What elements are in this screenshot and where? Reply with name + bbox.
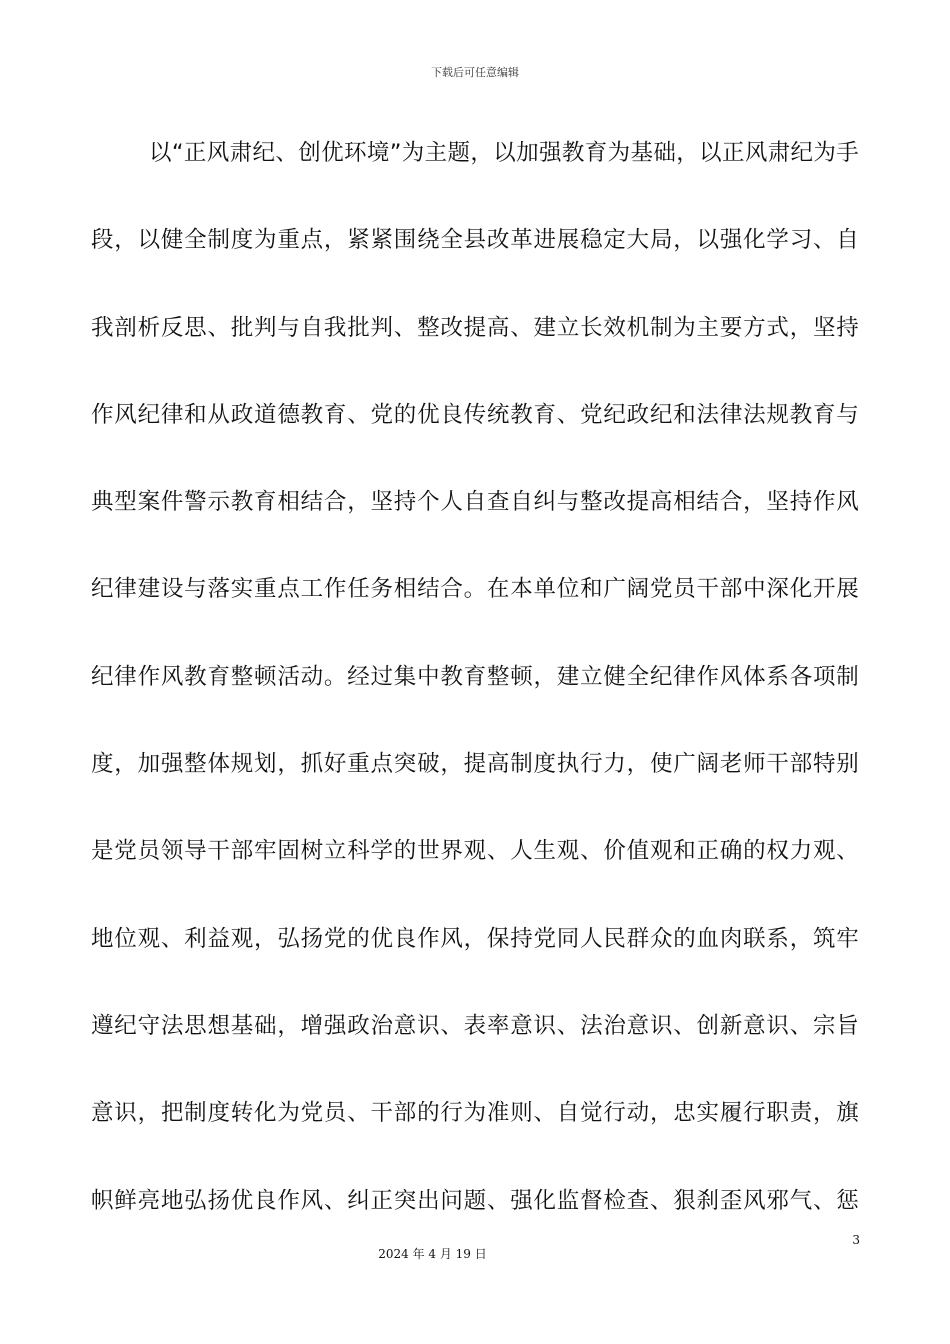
paragraph-line: 作风纪律和从政道德教育、党的优良传统教育、党纪政纪和法律法规教育与 bbox=[91, 401, 859, 428]
body-paragraph bbox=[91, 130, 859, 1265]
paragraph-line: 纪律作风教育整顿活动。经过集中教育整顿，建立健全纪律作风体系各项制 bbox=[91, 663, 859, 690]
paragraph-line: 意识，把制度转化为党员、干部的行为准则、自觉行动，忠实履行职责，旗 bbox=[91, 1100, 859, 1127]
paragraph-line: 帜鲜亮地弘扬优良作风、纠正突出问题、强化监督检查、狠刹歪风邪气、惩 bbox=[91, 1187, 859, 1214]
paragraph-line: 我剖析反思、批判与自我批判、整改提高、建立长效机制为主要方式，坚持 bbox=[91, 314, 859, 341]
paragraph-line: 段，以健全制度为重点，紧紧围绕全县改革进展稳定大局，以强化学习、自 bbox=[91, 227, 859, 254]
page-header: 下载后可任意编辑 bbox=[431, 66, 519, 79]
paragraph-line: 度，加强整体规划，抓好重点突破，提高制度执行力，使广阔老师干部特别 bbox=[91, 751, 859, 778]
paragraph-line: 地位观、利益观，弘扬党的优良作风，保持党同人民群众的血肉联系，筑牢 bbox=[91, 925, 859, 952]
paragraph-line: 以“正风肃纪、创优环境”为主题，以加强教育为基础，以正风肃纪为手 bbox=[149, 140, 859, 166]
page-number: 3 bbox=[852, 1233, 860, 1247]
paragraph-line: 典型案件警示教育相结合，坚持个人自查自纠与整改提高相结合，坚持作风 bbox=[91, 489, 859, 516]
paragraph-line: 遵纪守法思想基础，增强政治意识、表率意识、法治意识、创新意识、宗旨 bbox=[91, 1012, 859, 1039]
paragraph-line: 纪律建设与落实重点工作任务相结合。在本单位和广阔党员干部中深化开展 bbox=[91, 576, 859, 603]
paragraph-line: 是党员领导干部牢固树立科学的世界观、人生观、价值观和正确的权力观、 bbox=[91, 838, 859, 865]
page-footer-date: 2024 年 4 月 19 日 bbox=[378, 1247, 487, 1261]
